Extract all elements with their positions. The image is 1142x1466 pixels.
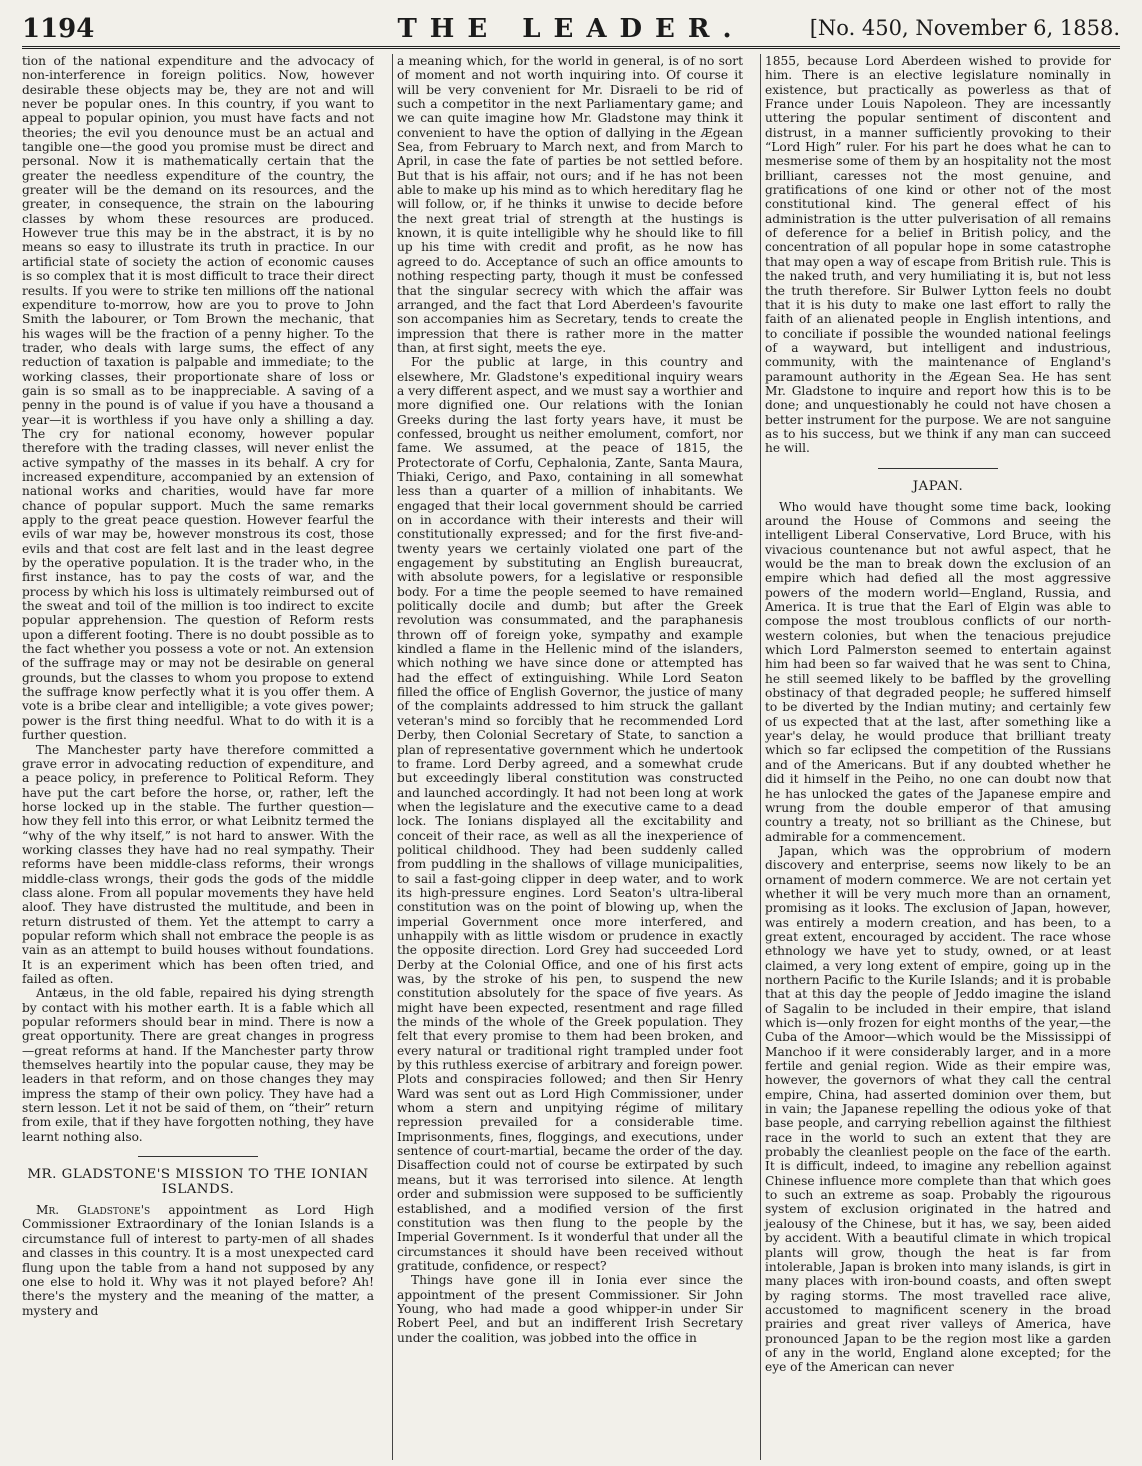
newspaper-title: THE LEADER. (397, 14, 745, 44)
article-heading: JAPAN. (912, 478, 964, 494)
masthead (22, 6, 1120, 49)
paragraph: a meaning which, for the world in general, is of no sort of moment and not worth inquiring into. Of course it will be very convenient for Mr. Disraeli to be rid of such a competitor in the next Parliamentary game; and we can quite imagine how Mr. Gladstone may think it convenient to have the option of dallying in the Ægean Sea, from February to March next, and from March to April, in case the fate of parties be not settled before. But that is his affair, not ours; and if he has not been able to make up his mind as to which hereditary flag he will follow, or, if he thinks it unwise to decide before the next great trial of strength at the hustings is known, it is quite intelligible why he should like to fill up his time with credit and profit, as he now has agreed to do. Acceptance of such an office amounts to nothing respecting party, though it must be confessed that the singular secrecy with which the affair was arranged, and the fact that Lord Aberdeen's favourite son accompanies him as Secretary, tends to create the impression that there is rather more in the matter than, at first sight, meets the eye. (397, 54, 743, 355)
section-divider (878, 468, 998, 469)
section-divider (138, 1156, 258, 1157)
paragraph: tion of the national expenditure and the advocacy of non-interference in foreign politics. Now, however desirable these objects may be, they are not and will never be popular ones. In this country, if you want to appeal to popular opinion, you must have facts and not theories; the evil you denounce must be an actual and tangible one—the good you promise must be direct and personal. Now it is mathematically certain that the greater the needless expenditure of the country, the greater will be the demand on its resources, and the greater, in consequence, the strain on the labouring classes by whom these resources are produced. However true this may be in the abstract, it is by no means so easy to illustrate its truth in practice. In our artificial state of society the action of economic causes is so complex that it is most difficult to trace their direct results. If you were to strike ten millions off the national expenditure to-morrow, how are you to prove to John Smith the labourer, or Tom Brown the mechanic, that his wages will be the fraction of a penny higher. To the trader, who deals with large sums, the effect of any reduction of taxation is palpable and immediate; to the working classes, their proportionate share of loss or gain is so small as to be inappreciable. A saving of a penny in the pound is of value if you have a thousand a year—it is worthless if you have only a shilling a day. The cry for national economy, however popular therefore with the trading classes, will never enlist the active sympathy of the masses in its behalf. A cry for increased expenditure, accompanied by an extension of national works and charities, would have far more chance of popular support. Much the same remarks apply to the great peace question. However fearful the evils of war may be, however monstrous its cost, those evils and that cost are felt last and in the least degree by the operative population. It is the trader who, in the first instance, has to pay the costs of war, and the process by which his loss is ultimately reimbursed out of the sweat and toil of the million is too indirect to excite popular apprehension. The question of Reform rests upon a different footing. There is no doubt possible as to the fact whether you possess a vote or not. An extension of the suffrage may or may not be desirable on general grounds, but the classes to whom you propose to extend the suffrage know perfectly what it is you offer them. A vote is a bribe clear and intelligible; a vote gives power; power is the first thing needful. What to do with it is a further question. (22, 54, 374, 743)
paragraph: Antæus, in the old fable, repaired his dying strength by contact with his mother earth. It is a fable which all popular reformers should bear in mind. There is now a great opportunity. There are great changes in progress—great reforms at hand. If the Manchester party throw themselves heartily into the popular cause, they may be leaders in that reform, and on those changes they may impress the stamp of their own policy. They have had a stern lesson. Let it not be said of them, on “their” return from exile, that if they have forgotten nothing, they have learnt nothing also. (22, 986, 374, 1144)
lead-in: Mr. Gladstone's (36, 1203, 151, 1218)
column-3 (760, 54, 1111, 1460)
paragraph-text: appointment as Lord High Commissioner Extraordinary of the Ionian Islands is a circumstance full of interest to party-men of all shades and classes in this country. It is a most unexpected card flung upon the table from a hand not supposed by any one else to hold it. Why was it not played before? Ah! there's the mystery and the meaning of the matter, a mystery and (22, 1203, 374, 1318)
article-heading: MR. GLADSTONE'S MISSION TO THE IONIAN ISLANDS. (27, 1167, 369, 1198)
paragraph: For the public at large, in this country and elsewhere, Mr. Gladstone's expeditional inquiry wears a very different aspect, and we must say a worthier and more dignified one. Our relations with the Ionian Greeks during the last forty years have, it must be confessed, brought us neither emolument, comfort, nor fame. We assumed, at the peace of 1815, the Protectorate of Corfu, Cephalonia, Zante, Santa Maura, Thiaki, Cerigo, and Paxo, containing in all somewhat less than a quarter of a million of inhabitants. We engaged that their local government should be carried on in accordance with their interests and their will constitutionally expressed; and for the first five-and-twenty years we certainly violated one part of the engagement by substituting an English bureaucrat, with absolute powers, for a legislative or responsible body. For a time the people seemed to have remained politically docile and dumb; but after the Greek revolution was consummated, and the paraphanesis thrown off of foreign yoke, sympathy and example kindled a flame in the Hellenic mind of the islanders, which nothing we have since done or attempted has had the effect of extinguishing. While Lord Seaton filled the office of English Governor, the justice of many of the complaints addressed to him struck the gallant veteran's mind so forcibly that he recommended Lord Derby, then Colonial Secretary of State, to sanction a plan of representative government which he undertook to frame. Lord Derby agreed, and a somewhat crude but exceedingly liberal constitution was constructed and launched accordingly. It had not been long at work when the legislature and the executive came to a dead lock. The Ionians displayed all the excitability and conceit of their race, as well as all the inexperience of political childhood. They had been suddenly called from puddling in the shallows of village municipalities, to sail a fast-going clipper in deep water, and to work its high-pressure engines. Lord Seaton's ultra-liberal constitution was on the point of blowing up, when the imperial Government once more interfered, and unhappily with as little wisdom or prudence in exactly the opposite direction. Lord Grey had succeeded Lord Derby at the Colonial Office, and one of his first acts was, by the stroke of his pen, to suspend the new constitution absolutely for the space of five years. As might have been expected, resentment and rage filled the minds of the whole of the Greek population. They felt that every promise to them had been broken, and every natural or traditional right trampled under foot by this ruthless exercise of arbitrary and foreign power. Plots and conspiracies followed; and then Sir Henry Ward was sent out as Lord High Commissioner, under whom a stern and unpitying régime of military repression prevailed for a considerable time. Imprisonments, fines, floggings, and executions, under sentence of court-martial, became the order of the day. Disaffection could not of course be extirpated by such means, but it was terrorised into silence. At length order and submission were supposed to be sufficiently established, and a modified version of the first constitution was then flung to the people by the Imperial Government. Is it wonderful that under all the circumstances it should have been received without gratitude, confidence, or respect? (397, 355, 743, 1273)
column-1 (22, 54, 374, 1460)
paragraph (22, 1203, 374, 1318)
page-number: 1194 (22, 14, 95, 44)
paragraph: Things have gone ill in Ionia ever since the appointment of the present Commissioner. Sir John Young, who had made a good whipper-in under Sir Robert Peel, and but an indifferent Irish Secretary under the coalition, was jobbed into the office in (397, 1273, 743, 1345)
article-columns (22, 54, 1122, 1460)
paragraph: 1855, because Lord Aberdeen wished to provide for him. There is an elective legislature nominally in existence, but practically as powerless as that of France under Louis Napoleon. They are incessantly uttering the popular sentiment of discontent and distrust, in a manner sufficiently provoking to their “Lord High” ruler. For his part he does what he can to mesmerise some of them by an hospitality not the most brilliant, caresses not the most genuine, and gratifications of one kind or other not of the most constitutional kind. The general effect of his administration is the utter pulverisation of all remains of deference for a belief in British policy, and the concentration of all popular hope in some catastrophe that may open a way of escape from British rule. This is the naked truth, and very humiliating it is, but not less the truth therefore. Sir Bulwer Lytton feels no doubt that it is his duty to make one last effort to rally the faith of an alienated people in English intentions, and to conciliate if possible the wounded national feelings of a wayward, but intelligent and industrious, community, with the maintenance of England's paramount authority in the Ægean Sea. He has sent Mr. Gladstone to inquire and report how this is to be done; and unquestionably he could not have chosen a better instrument for the purpose. We are not sanguine as to his success, but we think if any man can succeed he will. (765, 54, 1111, 456)
issue-date: [No. 450, November 6, 1858. (809, 16, 1120, 40)
paragraph: Japan, which was the opprobrium of modern discovery and enterprise, seems now likely to be an ornament of modern commerce. We are not certain yet whether it will be very much more than an ornament, promising as it looks. The exclusion of Japan, however, was entirely a modern creation, and has been, to a great extent, encouraged by accident. The race whose ethnology we have yet to study, owned, or at least claimed, a very long extent of empire, going up in the northern Pacific to the Kurile Islands; and it is probable that at this day the people of Jeddo imagine the island of Sagalin to be included in their empire, that island which is—only frozen for eight months of the year,—the Cuba of the Amoor—which would be the Mississippi of Manchoo if it were considerably larger, and in a more fertile and genial region. Wide as their empire was, however, the governors of what they call the central empire, China, had asserted dominion over them, but in vain; the Japanese repelling the odious yoke of that base people, and carrying rebellion against the filthiest race in the world to such an extent that they are probably the cleanliest people on the face of the earth. It is difficult, indeed, to imagine any rebellion against Chinese influence more complete than that which goes to such an extreme as soap. Probably the rigourous system of exclusion originated in the hatred and jealousy of the Chinese, but it has, we say, been aided by accident. With a beautiful climate in which tropical plants will grow, though the heat is far from intolerable, Japan is broken into many islands, is girt in many places with iron-bound coasts, and often swept by raging storms. The most travelled race alive, accustomed to magnificent scenery in the broad prairies and great river valleys of America, have pronounced Japan to be the region most like a garden of any in the world, England alone excepted; for the eye of the American can never (765, 843, 1111, 1375)
paragraph: Who would have thought some time back, looking around the House of Commons and seeing the intelligent Liberal Conservative, Lord Bruce, with his vivacious countenance but not awful aspect, that he would be the man to break down the exclusion of an empire which had defied all the most aggressive powers of the modern world—England, Russia, and America. It is true that the Earl of Elgin was able to compose the most troublous conflicts of our north-western colonies, but when the tenacious prejudice which Lord Palmerston seemed to entertain against him had been so far waived that he was sent to China, he still seemed likely to be baffled by the grovelling obstinacy of that degraded people; he suffered himself to be diverted by the Indian mutiny; and certainly few of us expected that at the last, after something like a year's delay, he would produce that brilliant treaty which so far eclipsed the competition of the Russians and of the Americans. But if any doubted whether he did it himself in the Peiho, no one can doubt now that he has unlocked the gates of the Japanese empire and wrung from the double emperor of that amusing country a treaty, not so brilliant as the Chinese, but admirable for a commencement. (765, 499, 1111, 844)
column-2 (392, 54, 743, 1460)
paragraph: The Manchester party have therefore committed a grave error in advocating reduction of expenditure, and a peace policy, in preference to Political Reform. They have put the cart before the horse, or, rather, left the horse locked up in the stable. The further question—how they fell into this error, or what Leibnitz termed the “why of the why itself,” is not hard to answer. With the working classes they have had no real sympathy. Their reforms have been middle-class reforms, their wrongs middle-class wrongs, their gods the gods of the middle class alone. From all popular movements they have held aloof. They have distrusted the multitude, and been in return distrusted of them. Yet the attempt to carry a popular reform which shall not embrace the people is as vain as an attempt to build houses without foundations. It is an experiment which has been often tried, and failed as often. (22, 742, 374, 986)
